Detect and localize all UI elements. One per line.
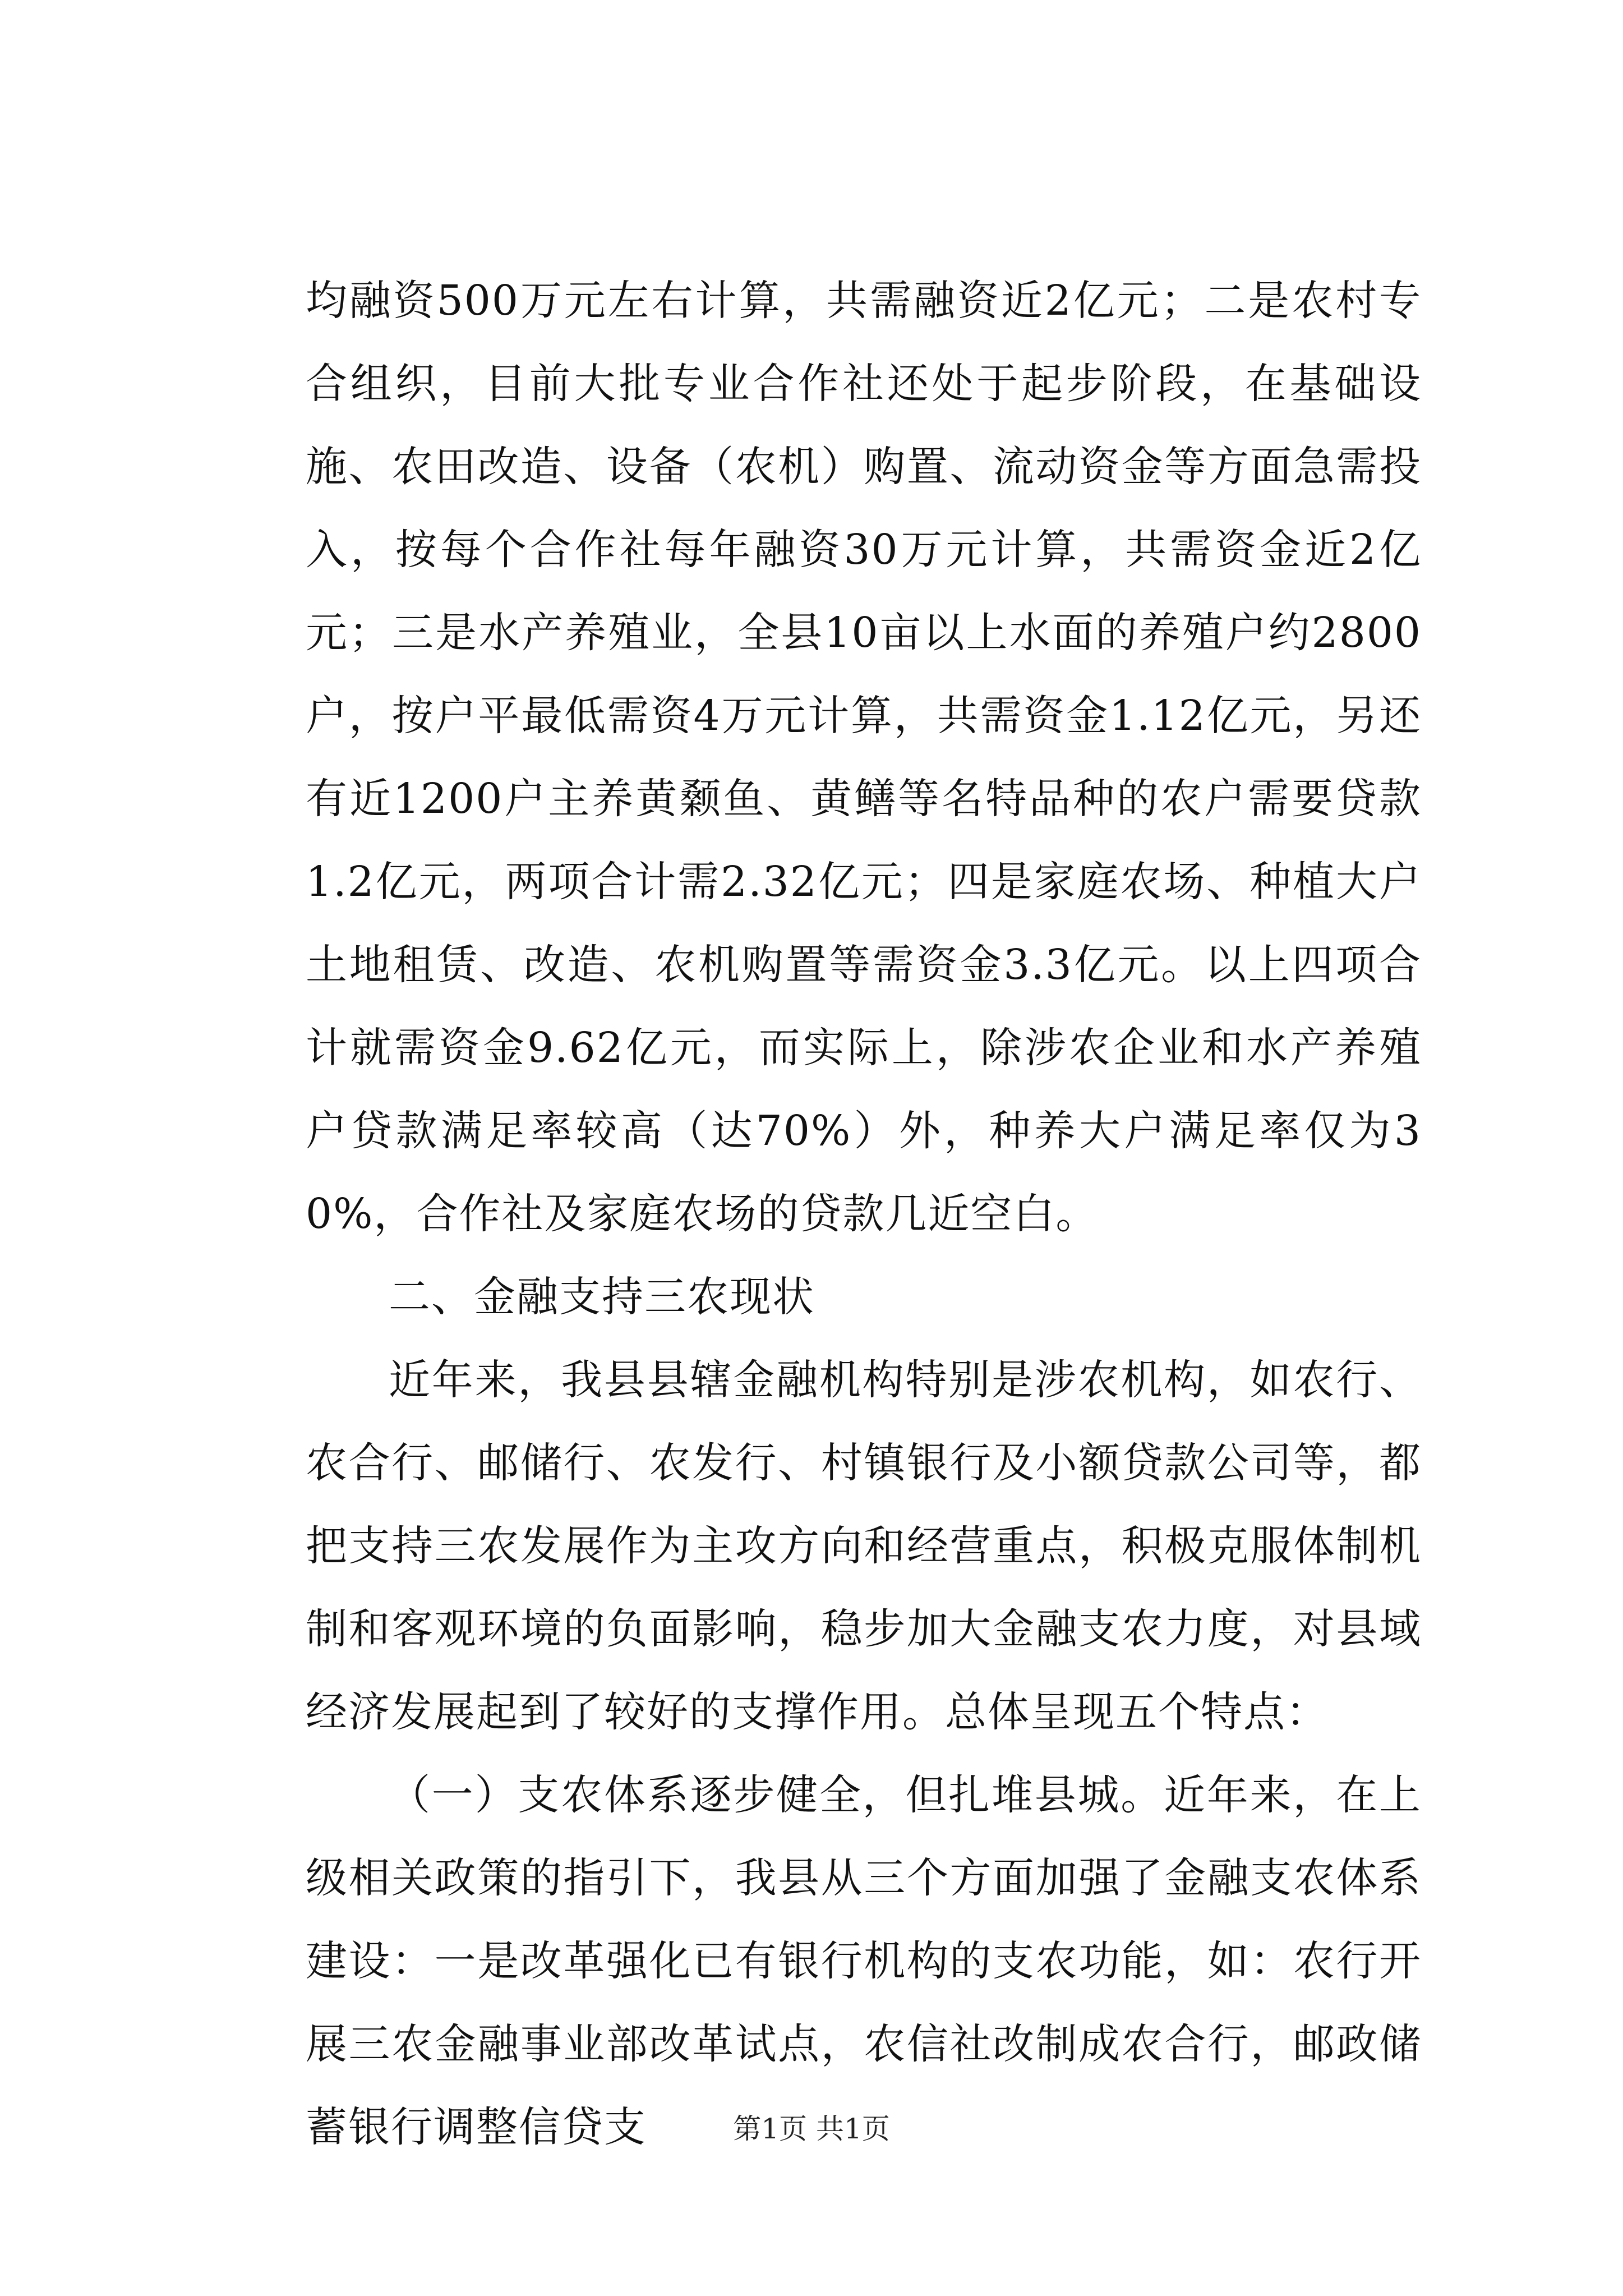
- paragraph-subsection-one: （一）支农体系逐步健全，但扎堆县城。近年来，在上级相关政策的指引下，我县从三个方面加强了金融支农体系建设：一是改革强化已有银行机构的支农功能，如：农行开展三农金融事业部改革试点，农信社改制成农合行，邮政储蓄银行调整信贷支: [306, 1771, 1422, 2151]
- paragraph-overview: 近年来，我县县辖金融机构特别是涉农机构，如农行、农合行、邮储行、农发行、村镇银行及小额贷款公司等，都把支持三农发展作为主攻方向和经营重点，积极克服体制机制和客观环境的负面影响，稳步加大金融支农力度，对县域经济发展起到了较好的支撑作用。总体呈现五个特点：: [306, 1356, 1422, 1736]
- document-body: [306, 259, 1422, 2169]
- section-heading: 二、金融支持三农现状: [389, 1273, 815, 1321]
- paragraph-continuation: 均融资500万元左右计算，共需融资近2亿元；二是农村专合组织，目前大批专业合作社还处于起步阶段，在基础设施、农田改造、设备（农机）购置、流动资金等方面急需投入，按每个合作社每年融资30万元计算，共需资金近2亿元；三是水产养殖业，全县10亩以上水面的养殖户约2800户，按户平最低需资4万元计算，共需资金1.12亿元，另还有近1200户主养黄颡鱼、黄鳝等名特品种的农户需要贷款1.2亿元，两项合计需2.32亿元；四是家庭农场、种植大户土地租赁、改造、农机购置等需资金3.3亿元。以上四项合计就需资金9.62亿元，而实际上，除涉农企业和水产养殖户贷款满足率较高（达70%）外，种养大户满足率仅为30%，合作社及家庭农场的贷款几近空白。: [306, 277, 1422, 1238]
- page-footer: 第1页 共1页: [733, 2113, 890, 2145]
